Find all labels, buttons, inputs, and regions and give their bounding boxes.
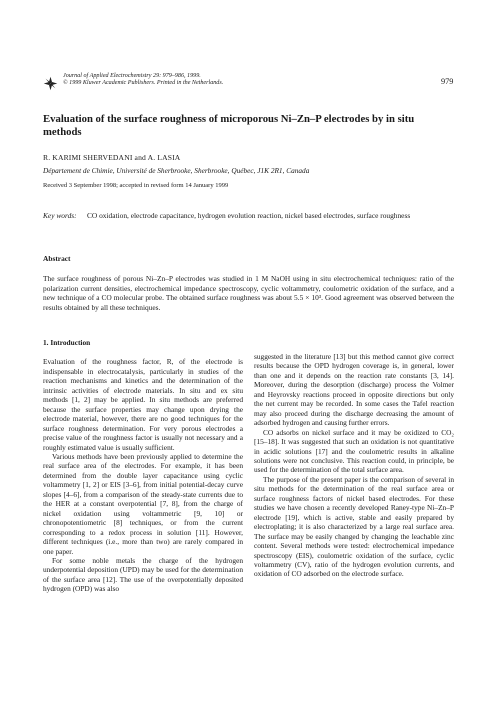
kluwer-flower-logo-icon (43, 76, 58, 91)
paragraph: Various methods have been previously applied to determine the real surface area of the electrodes. For example, it has been determined from the double layer capacitance using cyclic voltammetry [1, 2] or EIS [3–6], from initial potential-decay curve slopes [4–6], from a comparison of the steady-state currents due to the HER at a constant overpotential [7, 8], from the charge of nickel oxidation using voltammetric [9, 10] or chronopotentiometric [8] techniques, or from the current corresponding to a redox process in solution [11]. However, different techniques (i.e., more than two) are rarely compared in one paper. (43, 451, 243, 556)
left-column (43, 338, 243, 594)
received-dates: Received 3 September 1998; accepted in revised form 14 January 1999 (43, 182, 229, 189)
right-column (254, 352, 454, 579)
article-title: Evaluation of the surface roughness of microporous Ni–Zn–P electrodes by in situ methods (43, 113, 415, 138)
paragraph: The purpose of the present paper is the comparison of several in situ methods for the determination of the real surface area or surface roughness factors of nickel based electrodes. For these studies we have chosen a recently developed Raney-type Ni–Zn–P electrode [19], which is active, stable and easily prepared by electroplating; it is also characterized by a large real surface area. The surface may be easily changed by changing the leachable zinc content. Several methods were tested: electrochemical impedance spectroscopy (EIS), coulometric oxidation of the surface, cyclic voltammetry (CV), ratio of the hydrogen evolution currents, and oxidation of CO adsorbed on the electrode surface. (254, 474, 454, 579)
keywords-label: Key words: (43, 211, 77, 220)
paragraph: Evaluation of the roughness factor, R, of the electrode is indispensable in electrocatalysis, particularly in studies of the reaction mechanisms and kinetics and the determination of the intrinsic activities of electrode materials. In situ and ex situ methods [1, 2] may be applied. In situ methods are preferred because the surface properties may change upon drying the electrode material, however, there are no good techniques for the surface roughness determination. For very porous electrodes a precise value of the roughness factor is usually not necessary and a roughly estimated value is usually sufficient. (43, 357, 243, 452)
publisher-line: © 1999 Kluwer Academic Publishers. Printed in the Netherlands. (63, 80, 224, 87)
paragraph: suggested in the literature [13] but this method cannot give correct results because the OPD hydrogen coverage is, in general, lower than one and it depends on the reaction rate constants [3, 14]. Moreover, during the desorption (discharge) process the Volmer and Heyrovsky reactions proceed in opposite directions but only the net current may be recorded. In some cases the Tafel reaction may also proceed during the discharge decreasing the amount of adsorbed hydrogen and causing further errors. (254, 352, 454, 428)
journal-header (43, 73, 463, 95)
keywords (43, 211, 453, 220)
affiliation: Département de Chimie, Université de Sherbrooke, Sherbrooke, Québec, J1K 2R1, Canada (43, 166, 310, 175)
abstract-heading: Abstract (43, 254, 71, 263)
journal-citation: Journal of Applied Electrochemistry 29: 979–986, 1999. (63, 73, 201, 79)
authors: R. KARIMI SHERVEDANI and A. LASIA (43, 153, 181, 162)
paragraph: For some noble metals the charge of the hydrogen underpotential deposition (UPD) may be used for the determination of the surface area [12]. The use of the overpotentially deposited hydrogen (OPD) was also (43, 555, 243, 594)
section-heading: 1. Introduction (43, 338, 91, 347)
page-number: 979 (441, 77, 454, 86)
paragraph: CO adsorbs on nickel surface and it may be oxidized to CO₂ [15–18]. It was suggested that such an oxidation is not quantitative in acidic solutions [17] and the coulometric results in alkaline solutions were not conclusive. This reaction could, in principle, be used for the determination of the total surface area. (254, 427, 454, 475)
keywords-text: CO oxidation, electrode capacitance, hydrogen evolution reaction, nickel based electrodes, surface roughness (87, 211, 411, 220)
abstract-text: The surface roughness of porous Ni–Zn–P electrodes was studied in 1 M NaOH using in situ electrochemical techniques: ratio of the polarization current densities, electrochemical impedance spectroscopy, cyclic voltammetry, coulometric oxidation of the surface, and a new technique of a CO molecular probe. The obtained surface roughness was about 5.5 × 10³. Good agreement was observed between the results obtained by all these techniques. (43, 274, 454, 312)
